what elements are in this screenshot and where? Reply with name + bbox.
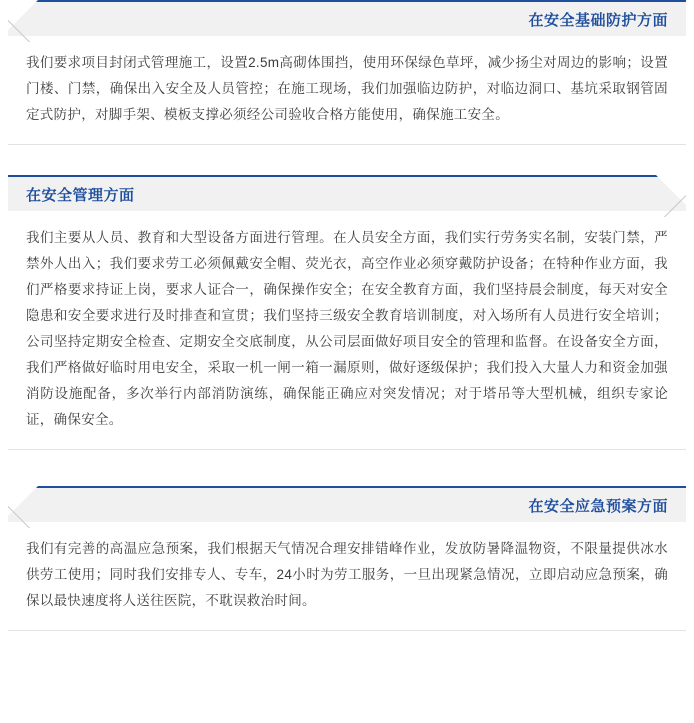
section-header [8, 486, 686, 522]
folded-corner-icon [8, 0, 38, 30]
section-title: 在安全应急预案方面 [528, 497, 668, 515]
section-title: 在安全基础防护方面 [528, 11, 668, 29]
section-safety-management [8, 175, 686, 450]
section-gap [8, 468, 686, 486]
section-body [8, 36, 686, 145]
folded-corner-icon [656, 175, 686, 205]
section-paragraph: 我们有完善的高温应急预案，我们根据天气情况合理安排错峰作业，发放防暑降温物资，不限量提供冰水供劳工使用；同时我们安排专人、专车，24小时为劳工服务，一旦出现紧急情况，立即启动应急预案，确保以最快速度将人送往医院，不耽误救治时间。 [26, 541, 668, 608]
section-safety-basic-protection [8, 0, 686, 145]
section-body [8, 211, 686, 450]
section-paragraph: 我们要求项目封闭式管理施工，设置2.5m高砌体围挡，使用环保绿色草坪，减少扬尘对周边的影响；设置门楼、门禁，确保出入安全及人员管控；在施工现场，我们加强临边防护，对临边洞口、基坑采取钢管固定式防护，对脚手架、模板支撑必须经公司验收合格方能使用，确保施工安全。 [26, 55, 668, 122]
section-title: 在安全管理方面 [26, 186, 135, 204]
section-header [8, 175, 686, 211]
section-body [8, 522, 686, 631]
section-paragraph: 我们主要从人员、教育和大型设备方面进行管理。在人员安全方面，我们实行劳务实名制，安装门禁，严禁外人出入；我们要求劳工必须佩戴安全帽、荧光衣，高空作业必须穿戴防护设备；在特种作业方面，我们严格要求持证上岗，要求人证合一，确保操作安全；在安全教育方面，我们坚持晨会制度，每天对安全隐患和安全要求进行及时排查和宣贯；我们坚持三级安全教育培训制度，对入场所有人员进行安全培训；公司坚持定期安全检查、定期安全交底制度，从公司层面做好项目安全的管理和监督。在设备安全方面，我们严格做好临时用电安全，采取一机一闸一箱一漏原则，做好逐级保护；我们投入大量人力和资金加强消防设施配备，多次举行内部消防演练，确保能正确应对突发情况；对于塔吊等大型机械，组织专家论证，确保安全。 [26, 230, 668, 427]
section-safety-emergency-plan [8, 486, 686, 631]
section-header [8, 0, 686, 36]
section-gap [8, 163, 686, 175]
folded-corner-icon [8, 486, 38, 516]
